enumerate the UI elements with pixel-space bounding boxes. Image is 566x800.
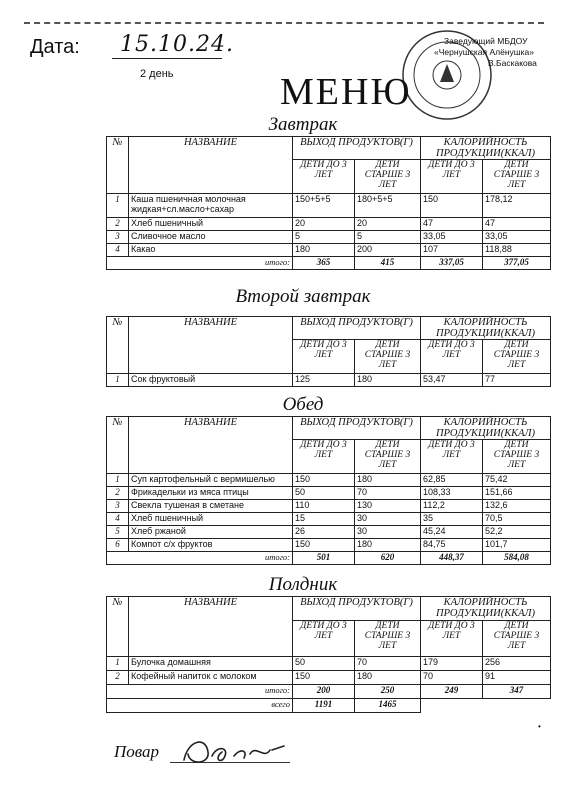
col-output: ВЫХОД ПРОДУКТОВ(Г) [293, 597, 421, 621]
row-num: 3 [107, 500, 129, 513]
total-output-under3: 365 [293, 257, 355, 270]
col-under3: ДЕТИ ДО 3 ЛЕТ [293, 440, 355, 474]
menu-table-afternoon-snack [106, 596, 551, 713]
col-output: ВЫХОД ПРОДУКТОВ(Г) [293, 317, 421, 340]
grand-total-output-under3: 1191 [293, 699, 355, 713]
dish-name: Свекла тушеная в сметане [129, 500, 293, 513]
output-under3: 150 [293, 671, 355, 685]
kcal-under3: 108,33 [421, 487, 483, 500]
row-num: 1 [107, 657, 129, 671]
output-over3: 130 [355, 500, 421, 513]
date-label: Дата: [30, 36, 80, 58]
col-over3: ДЕТИ СТАРШЕ 3 ЛЕТ [483, 440, 551, 474]
col-over3: ДЕТИ СТАРШЕ 3 ЛЕТ [483, 160, 551, 194]
col-name: НАЗВАНИЕ [129, 137, 293, 194]
kcal-over3: 75,42 [483, 474, 551, 487]
table-row [107, 218, 551, 231]
date-underline [112, 58, 222, 59]
dish-name: Каша пшеничная молочная жидкая+сл.масло+сахар [129, 194, 293, 218]
output-under3: 150 [293, 539, 355, 552]
output-under3: 125 [293, 374, 355, 387]
row-num: 5 [107, 526, 129, 539]
kcal-over3: 178,12 [483, 194, 551, 218]
dish-name: Сок фруктовый [129, 374, 293, 387]
col-over3: ДЕТИ СТАРШЕ 3 ЛЕТ [483, 340, 551, 374]
row-num: 1 [107, 194, 129, 218]
section-title-breakfast: Завтрак [268, 114, 338, 135]
col-name: НАЗВАНИЕ [129, 317, 293, 374]
row-num: 2 [107, 671, 129, 685]
kcal-over3: 91 [483, 671, 551, 685]
total-kcal-under3: 337,05 [421, 257, 483, 270]
output-over3: 180+5+5 [355, 194, 421, 218]
dish-name: Фрикадельки из мяса птицы [129, 487, 293, 500]
col-name: НАЗВАНИЕ [129, 597, 293, 657]
output-under3: 20 [293, 218, 355, 231]
row-num: 6 [107, 539, 129, 552]
table-row [107, 487, 551, 500]
output-over3: 180 [355, 671, 421, 685]
col-over3: ДЕТИ СТАРШЕ 3 ЛЕТ [355, 160, 421, 194]
approval-line: Заведующий МБДОУ [444, 36, 528, 46]
total-kcal-under3: 448,37 [421, 552, 483, 565]
output-under3: 15 [293, 513, 355, 526]
corner-mark: • [538, 722, 541, 731]
kcal-over3: 47 [483, 218, 551, 231]
total-row [107, 685, 551, 699]
col-over3: ДЕТИ СТАРШЕ 3 ЛЕТ [355, 621, 421, 657]
output-over3: 200 [355, 244, 421, 257]
kcal-over3: 33,05 [483, 231, 551, 244]
approval-signature-line: В.Баскакова [488, 58, 537, 68]
kcal-over3: 256 [483, 657, 551, 671]
kcal-over3: 132,6 [483, 500, 551, 513]
grand-total-label: всего [107, 699, 293, 713]
kcal-under3: 62,85 [421, 474, 483, 487]
table-row [107, 500, 551, 513]
cook-signature [178, 730, 288, 770]
output-under3: 110 [293, 500, 355, 513]
kcal-over3: 101,7 [483, 539, 551, 552]
output-under3: 5 [293, 231, 355, 244]
output-over3: 180 [355, 374, 421, 387]
output-over3: 20 [355, 218, 421, 231]
col-under3: ДЕТИ ДО 3 ЛЕТ [293, 160, 355, 194]
row-num: 1 [107, 474, 129, 487]
row-num: 4 [107, 244, 129, 257]
total-row [107, 552, 551, 565]
table-row [107, 657, 551, 671]
total-output-under3: 501 [293, 552, 355, 565]
table-row [107, 374, 551, 387]
col-output: ВЫХОД ПРОДУКТОВ(Г) [293, 137, 421, 160]
col-kcal: КАЛОРИЙНОСТЬ ПРОДУКЦИИ(ККАЛ) [421, 417, 551, 440]
kcal-under3: 107 [421, 244, 483, 257]
output-under3: 50 [293, 487, 355, 500]
total-row [107, 257, 551, 270]
menu-table-lunch [106, 416, 551, 565]
section-title-lunch: Обед [282, 394, 324, 415]
output-under3: 50 [293, 657, 355, 671]
table-row [107, 513, 551, 526]
col-num: № [107, 597, 129, 657]
col-name: НАЗВАНИЕ [129, 417, 293, 474]
dish-name: Булочка домашняя [129, 657, 293, 671]
col-kcal: КАЛОРИЙНОСТЬ ПРОДУКЦИИ(ККАЛ) [421, 597, 551, 621]
total-kcal-under3: 249 [421, 685, 483, 699]
total-label: итого: [107, 685, 293, 699]
col-output: ВЫХОД ПРОДУКТОВ(Г) [293, 417, 421, 440]
col-over3: ДЕТИ СТАРШЕ 3 ЛЕТ [355, 340, 421, 374]
dish-name: Какао [129, 244, 293, 257]
total-output-over3: 620 [355, 552, 421, 565]
kcal-over3: 151,66 [483, 487, 551, 500]
dish-name: Сливочное масло [129, 231, 293, 244]
output-over3: 30 [355, 513, 421, 526]
col-under3: ДЕТИ ДО 3 ЛЕТ [293, 621, 355, 657]
approval-line: «Чернушская Алёнушка» [434, 47, 534, 57]
output-under3: 26 [293, 526, 355, 539]
kcal-under3: 35 [421, 513, 483, 526]
output-over3: 180 [355, 474, 421, 487]
total-kcal-over3: 347 [483, 685, 551, 699]
empty-cell [483, 699, 551, 713]
dish-name: Хлеб ржаной [129, 526, 293, 539]
kcal-over3: 118,88 [483, 244, 551, 257]
total-kcal-over3: 584,08 [483, 552, 551, 565]
cook-label: Повар [114, 742, 160, 761]
col-under3: ДЕТИ ДО 3 ЛЕТ [421, 340, 483, 374]
row-num: 3 [107, 231, 129, 244]
date-value: 15.10.24. [120, 32, 234, 57]
kcal-under3: 33,05 [421, 231, 483, 244]
dish-name: Кофейный напиток с молоком [129, 671, 293, 685]
output-over3: 70 [355, 657, 421, 671]
kcal-under3: 112,2 [421, 500, 483, 513]
output-under3: 150 [293, 474, 355, 487]
total-label: итого: [107, 552, 293, 565]
output-over3: 30 [355, 526, 421, 539]
kcal-under3: 47 [421, 218, 483, 231]
output-over3: 180 [355, 539, 421, 552]
empty-cell [421, 699, 483, 713]
kcal-over3: 77 [483, 374, 551, 387]
menu-table-second-breakfast [106, 316, 551, 387]
col-under3: ДЕТИ ДО 3 ЛЕТ [421, 160, 483, 194]
day-label: 2 день [140, 68, 174, 80]
table-row [107, 474, 551, 487]
output-under3: 150+5+5 [293, 194, 355, 218]
kcal-over3: 52,2 [483, 526, 551, 539]
col-over3: ДЕТИ СТАРШЕ 3 ЛЕТ [483, 621, 551, 657]
table-row [107, 231, 551, 244]
section-title-afternoon-snack: Полдник [268, 574, 338, 595]
table-row [107, 539, 551, 552]
col-under3: ДЕТИ ДО 3 ЛЕТ [293, 340, 355, 374]
table-row [107, 194, 551, 218]
kcal-under3: 45,24 [421, 526, 483, 539]
menu-table-breakfast [106, 136, 551, 270]
output-over3: 70 [355, 487, 421, 500]
total-output-under3: 200 [293, 685, 355, 699]
dish-name: Хлеб пшеничный [129, 513, 293, 526]
output-under3: 180 [293, 244, 355, 257]
page-title: МЕНЮ [280, 71, 412, 113]
col-under3: ДЕТИ ДО 3 ЛЕТ [421, 440, 483, 474]
kcal-under3: 70 [421, 671, 483, 685]
section-title-second-breakfast: Второй завтрак [235, 286, 371, 307]
top-dashed-line [24, 22, 544, 24]
col-num: № [107, 137, 129, 194]
approval-block [434, 36, 537, 69]
grand-total-row [107, 699, 551, 713]
kcal-over3: 70,5 [483, 513, 551, 526]
col-num: № [107, 317, 129, 374]
col-num: № [107, 417, 129, 474]
row-num: 2 [107, 218, 129, 231]
table-row [107, 244, 551, 257]
row-num: 4 [107, 513, 129, 526]
row-num: 2 [107, 487, 129, 500]
kcal-under3: 84,75 [421, 539, 483, 552]
kcal-under3: 179 [421, 657, 483, 671]
dish-name: Хлеб пшеничный [129, 218, 293, 231]
row-num: 1 [107, 374, 129, 387]
kcal-under3: 53,47 [421, 374, 483, 387]
dish-name: Компот с/х фруктов [129, 539, 293, 552]
total-output-over3: 415 [355, 257, 421, 270]
total-label: итого: [107, 257, 293, 270]
total-kcal-over3: 377,05 [483, 257, 551, 270]
col-over3: ДЕТИ СТАРШЕ 3 ЛЕТ [355, 440, 421, 474]
table-row [107, 526, 551, 539]
col-kcal: КАЛОРИЙНОСТЬ ПРОДУКЦИИ(ККАЛ) [421, 137, 551, 160]
grand-total-output-over3: 1465 [355, 699, 421, 713]
output-over3: 5 [355, 231, 421, 244]
total-output-over3: 250 [355, 685, 421, 699]
dish-name: Суп картофельный с вермишелью [129, 474, 293, 487]
table-row [107, 671, 551, 685]
col-kcal: КАЛОРИЙНОСТЬ ПРОДУКЦИИ(ККАЛ) [421, 317, 551, 340]
col-under3: ДЕТИ ДО 3 ЛЕТ [421, 621, 483, 657]
kcal-under3: 150 [421, 194, 483, 218]
